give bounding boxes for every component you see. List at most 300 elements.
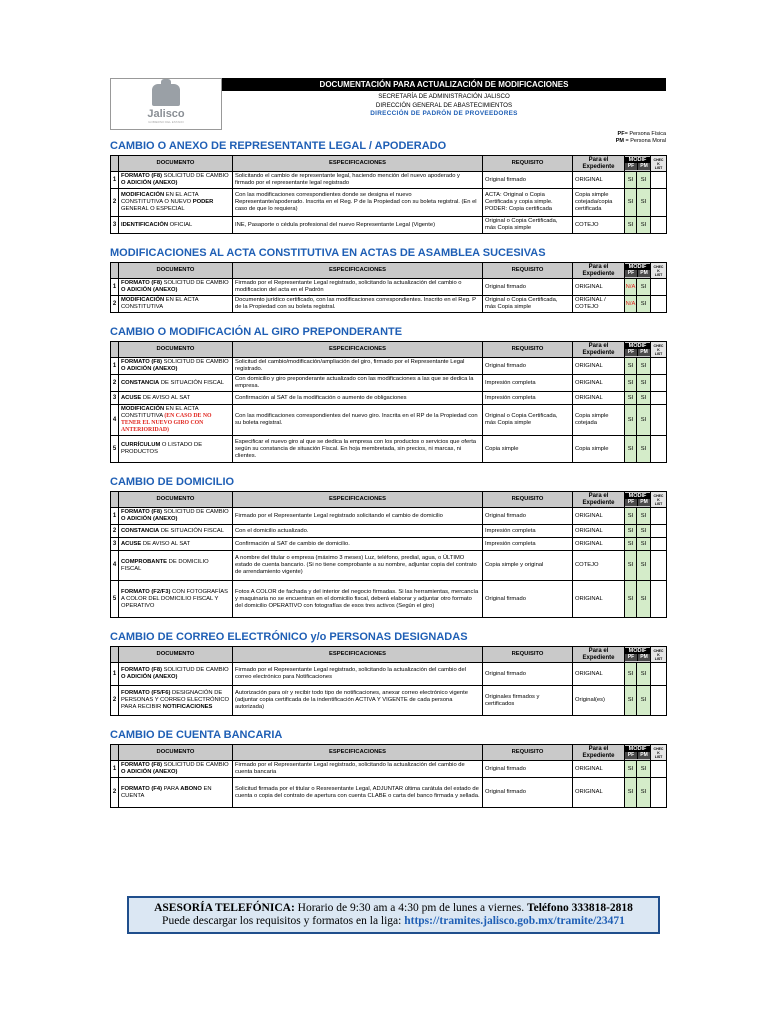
pm-cell: SI xyxy=(637,686,651,716)
requirement-cell: Original firmado xyxy=(483,761,573,778)
table-header-row xyxy=(111,647,667,663)
row-number: 2 xyxy=(111,296,119,313)
doc-name-bold: ACUSE xyxy=(121,394,142,401)
doc-name-bold: FORMATO (F8) xyxy=(121,173,163,179)
requirements-table xyxy=(110,646,667,716)
col-especificaciones: ESPECIFICACIONES xyxy=(233,263,483,279)
advisory-label: ASESORÍA TELEFÓNICA: xyxy=(154,902,295,914)
table-header-row xyxy=(111,745,667,761)
doc-name-text: PARA xyxy=(162,785,181,792)
table-row xyxy=(111,525,667,538)
table-row xyxy=(111,761,667,778)
doc-name-bold: CURRÍCULUM xyxy=(121,442,161,448)
checklist-cell[interactable] xyxy=(651,189,667,217)
checklist-cell[interactable] xyxy=(651,686,667,716)
table-header-row xyxy=(111,492,667,508)
document-title: DOCUMENTACIÓN PARA ACTUALIZACIÓN DE MODIFICACIONES xyxy=(222,78,666,91)
specifications-cell: Con las modificaciones correspondientes del nuevo giro. Inscrita en el RP de la Propiedad con su boleta registral. xyxy=(233,405,483,436)
doc-name-bold: MODIFICACIÓN xyxy=(121,406,165,412)
expediente-cell: ORIGINAL xyxy=(573,279,625,296)
pf-cell: SI xyxy=(625,778,637,808)
table-row xyxy=(111,538,667,551)
requirement-cell: Original firmado xyxy=(483,172,573,189)
document-cell xyxy=(119,189,233,217)
pm-cell: SI xyxy=(637,436,651,463)
col-expediente: Para el Expediente xyxy=(573,263,625,279)
col-documento: DOCUMENTO xyxy=(119,263,233,279)
document-cell xyxy=(119,551,233,581)
col-documento: DOCUMENTO xyxy=(119,745,233,761)
pm-cell: SI xyxy=(637,778,651,808)
requirement-cell: Original firmado xyxy=(483,663,573,686)
document-cell xyxy=(119,761,233,778)
download-line xyxy=(129,915,658,927)
specifications-cell: Fotos A COLOR de fachada y del interior del negocio firmadas. Si las herramientas, mercancía y maquinaria no se encuentran en el domicilio fiscal, deberá elaborar y adjuntar otro formato del domicilio OPERATIVO con fotografías de esos tres activos (Según el giro) xyxy=(233,581,483,618)
document-cell xyxy=(119,663,233,686)
table-row xyxy=(111,405,667,436)
col-modif xyxy=(625,492,651,508)
document-cell xyxy=(119,508,233,525)
specifications-cell: Firmado por el Representante Legal registrado, solicitando la actualización del cambio del correo electrónico para Notificaciones xyxy=(233,663,483,686)
doc-name-text: SOLICITUD DE CAMBIO xyxy=(162,667,229,673)
col-checklist: CHECK LIST xyxy=(651,745,667,761)
row-number: 3 xyxy=(111,538,119,551)
legend-pm-abbr: PM xyxy=(615,138,624,144)
pm-cell: SI xyxy=(637,525,651,538)
section-title: MODIFICACIONES AL ACTA CONSTITUTIVA EN ACTAS DE ASAMBLEA SUCESIVAS xyxy=(110,247,546,259)
doc-name-text: DESIGNACIÓN DE PERSONAS Y CORREO ELECTRÓNICO PARA RECIBIR xyxy=(121,690,230,710)
row-number: 5 xyxy=(111,581,119,618)
expediente-cell: ORIGINAL xyxy=(573,581,625,618)
pf-cell: SI xyxy=(625,525,637,538)
pm-cell: SI xyxy=(637,172,651,189)
document-cell xyxy=(119,392,233,405)
col-requisito: REQUISITO xyxy=(483,342,573,358)
doc-name-bold-2: ABONO xyxy=(180,785,202,792)
pm-cell: SI xyxy=(637,538,651,551)
pm-cell: SI xyxy=(637,581,651,618)
row-number: 3 xyxy=(111,217,119,234)
requirements-table xyxy=(110,491,667,618)
expediente-cell: ORIGINAL xyxy=(573,525,625,538)
specifications-cell: Firmado por el Representante Legal registrado solicitando el cambio de domicilio xyxy=(233,508,483,525)
col-requisito: REQUISITO xyxy=(483,263,573,279)
checklist-cell[interactable] xyxy=(651,551,667,581)
logo-subtext: GOBIERNO DEL ESTADO xyxy=(148,120,184,124)
doc-name-text: EN EL ACTA CONSTITUTIVA xyxy=(121,297,199,310)
section-spacer xyxy=(110,808,666,820)
col-num xyxy=(111,263,119,279)
modif-label: MODIF xyxy=(625,746,650,752)
row-number: 1 xyxy=(111,279,119,296)
doc-name-text: DE SITUACIÓN FISCAL xyxy=(159,379,224,386)
requirements-table xyxy=(110,744,667,808)
table-row xyxy=(111,551,667,581)
pf-cell: SI xyxy=(625,217,637,234)
row-number: 1 xyxy=(111,358,119,375)
specifications-cell: Confirmación al SAT de cambio de domicilio. xyxy=(233,538,483,551)
doc-name-text: SOLICITUD DE CAMBIO xyxy=(162,280,229,286)
pm-cell: SI xyxy=(637,358,651,375)
doc-name-bold: FORMATO (F4) xyxy=(121,785,163,792)
expediente-cell: ORIGINAL xyxy=(573,663,625,686)
doc-name-bold: FORMATO (F8) xyxy=(121,762,163,768)
specifications-cell: Documento jurídico certificado, con las modificaciones correspondientes. Inscrito en el Reg. P de la Propiedad con su boleta registral. xyxy=(233,296,483,313)
checklist-cell[interactable] xyxy=(651,525,667,538)
requirement-cell: Original firmado xyxy=(483,581,573,618)
secretaria-line: SECRETARÍA DE ADMINISTRACIÓN JALISCO xyxy=(378,93,510,100)
pm-cell: SI xyxy=(637,508,651,525)
doc-name-text: EN EL ACTA CONSTITUTIVA O NUEVO xyxy=(121,192,199,205)
direccion-general-line: DIRECCIÓN GENERAL DE ABASTECIMIENTOS xyxy=(375,102,513,109)
specifications-cell: A nombre del titular o empresa (máximo 3 meses) Luz, teléfono, predial, agua, o ÚLTIMO estado de cuenta bancario. (Si no tiene comprobante a su nombre, adjuntar copia del contrato de arrendamiento vigente) xyxy=(233,551,483,581)
table-row xyxy=(111,358,667,375)
table-row xyxy=(111,217,667,234)
document-cell xyxy=(119,436,233,463)
expediente-cell: Original(es) xyxy=(573,686,625,716)
expediente-cell: COTEJO xyxy=(573,217,625,234)
col-modif xyxy=(625,647,651,663)
checklist-cell[interactable] xyxy=(651,217,667,234)
col-checklist: CHECK LIST xyxy=(651,342,667,358)
row-number: 5 xyxy=(111,436,119,463)
requirement-cell: Original firmado xyxy=(483,778,573,808)
phone-advisory-line xyxy=(129,902,658,914)
col-num xyxy=(111,745,119,761)
col-pf: PF xyxy=(625,270,637,277)
doc-name-bold: IDENTIFICACIÓN xyxy=(121,221,169,228)
download-text: Puede descargar los requisitos y formatos en la liga: xyxy=(162,915,405,927)
requirement-cell: Original o Copia Certificada, más Copia simple xyxy=(483,217,573,234)
checklist-cell[interactable] xyxy=(651,392,667,405)
pf-cell: SI xyxy=(625,436,637,463)
doc-note-red: (EN CASO DE NO TENER EL NUEVO GIRO CON ANTERIORIDAD) xyxy=(121,413,212,433)
doc-name-bold: FORMATO (F2/F3) xyxy=(121,588,171,595)
pf-cell: SI xyxy=(625,358,637,375)
row-number: 2 xyxy=(111,525,119,538)
checklist-cell[interactable] xyxy=(651,508,667,525)
expediente-cell: Copia simple xyxy=(573,436,625,463)
requirement-cell: Original o Copia Certificada, más Copia simple xyxy=(483,405,573,436)
modif-label: MODIF xyxy=(625,493,650,499)
section-title: CAMBIO DE CUENTA BANCARIA xyxy=(110,729,283,741)
expediente-cell: ORIGINAL xyxy=(573,172,625,189)
col-expediente: Para el Expediente xyxy=(573,745,625,761)
section-spacer xyxy=(110,716,666,728)
table-row xyxy=(111,436,667,463)
doc-name-text: SOLICITUD DE CAMBIO xyxy=(162,359,229,365)
pm-cell: SI xyxy=(637,375,651,392)
doc-name-bold-2: PODER xyxy=(192,199,214,205)
col-documento: DOCUMENTO xyxy=(119,647,233,663)
expediente-cell: ORIGINAL xyxy=(573,778,625,808)
document-cell xyxy=(119,405,233,436)
doc-name-bold: COMPROBANTE xyxy=(121,558,168,565)
legend-pm-text: = Persona Moral xyxy=(625,138,666,144)
checklist-cell[interactable] xyxy=(651,358,667,375)
section-title: CAMBIO O ANEXO DE REPRESENTANTE LEGAL / APODERADO xyxy=(110,140,447,152)
document-cell xyxy=(119,375,233,392)
contact-footer xyxy=(127,896,660,934)
specifications-cell: Con domicilio y giro preponderante actualizado con las modificaciones a las que se dedica la empresa. xyxy=(233,375,483,392)
col-checklist: CHECK LIST xyxy=(651,492,667,508)
table-row xyxy=(111,508,667,525)
col-especificaciones: ESPECIFICACIONES xyxy=(233,647,483,663)
specifications-cell: Con el domicilio actualizado. xyxy=(233,525,483,538)
row-number: 4 xyxy=(111,405,119,436)
row-number: 3 xyxy=(111,392,119,405)
pm-cell: SI xyxy=(637,663,651,686)
expediente-cell: ORIGINAL / COTEJO xyxy=(573,296,625,313)
checklist-cell[interactable] xyxy=(651,296,667,313)
doc-name-text: SOLICITUD DE CAMBIO xyxy=(162,762,229,768)
direccion-padron-line: DIRECCIÓN DE PADRÓN DE PROVEEDORES xyxy=(370,110,518,117)
modif-label: MODIF xyxy=(625,264,650,270)
col-expediente: Para el Expediente xyxy=(573,492,625,508)
section-title: CAMBIO O MODIFICACIÓN AL GIRO PREPONDERANTE xyxy=(110,326,403,338)
col-documento: DOCUMENTO xyxy=(119,342,233,358)
col-pm: PM xyxy=(637,654,650,661)
pf-cell: SI xyxy=(625,551,637,581)
legend-pf-text: = Persona Física xyxy=(624,131,666,137)
doc-name-bold: FORMATO (F5/F6) xyxy=(121,690,171,696)
modif-label: MODIF xyxy=(625,343,650,349)
checklist-cell[interactable] xyxy=(651,279,667,296)
document-cell xyxy=(119,581,233,618)
table-row xyxy=(111,778,667,808)
expediente-cell: ORIGINAL xyxy=(573,761,625,778)
pf-cell: N/A xyxy=(625,296,637,313)
specifications-cell: Solicitud firmada por el titular o Resresentante Legal, ADJUNTAR última carátula del estado de cuenta o copia del contrato de apertura con cuenta CLABE o carta del banco firmada y sellada. xyxy=(233,778,483,808)
pm-cell: SI xyxy=(637,189,651,217)
table-row xyxy=(111,296,667,313)
requirement-cell: Original firmado xyxy=(483,279,573,296)
requirements-table xyxy=(110,155,667,234)
col-pm: PM xyxy=(637,499,650,506)
table-header-row xyxy=(111,156,667,172)
col-modif xyxy=(625,263,651,279)
expediente-cell: ORIGINAL xyxy=(573,508,625,525)
table-row xyxy=(111,189,667,217)
doc-name-bold: FORMATO (F8) xyxy=(121,280,163,286)
row-number: 2 xyxy=(111,189,119,217)
expediente-cell: Copia simple cotejada xyxy=(573,405,625,436)
doc-name-bold-2: O ADICIÓN (ANEXO) xyxy=(121,180,178,186)
legend-pf xyxy=(110,130,666,139)
col-checklist: CHECK LIST xyxy=(651,647,667,663)
doc-name-text: OFICIAL xyxy=(168,221,193,228)
pf-cell: SI xyxy=(625,189,637,217)
document-cell xyxy=(119,525,233,538)
col-requisito: REQUISITO xyxy=(483,492,573,508)
col-num xyxy=(111,492,119,508)
pm-cell: SI xyxy=(637,551,651,581)
row-number: 4 xyxy=(111,551,119,581)
table-row xyxy=(111,375,667,392)
doc-name-bold-2: NOTIFICACIONES xyxy=(162,704,213,710)
document-cell xyxy=(119,296,233,313)
pf-cell: SI xyxy=(625,392,637,405)
doc-name-bold-2: O ADICIÓN (ANEXO) xyxy=(121,674,178,680)
col-pm: PM xyxy=(637,270,650,277)
doc-name-text: DE DOMICILIO FISCAL xyxy=(121,558,209,572)
checklist-cell[interactable] xyxy=(651,405,667,436)
expediente-cell: ORIGINAL xyxy=(573,375,625,392)
doc-name-text: O LISTADO DE PRODUCTOS xyxy=(121,442,203,455)
section-title: CAMBIO DE DOMICILIO xyxy=(110,476,235,488)
doc-name-bold: FORMATO (F8) xyxy=(121,667,163,673)
doc-name-bold-2: O ADICIÓN (ANEXO) xyxy=(121,516,178,522)
section-spacer xyxy=(110,463,666,475)
table-row xyxy=(111,392,667,405)
col-documento: DOCUMENTO xyxy=(119,492,233,508)
col-checklist: CHECK LIST xyxy=(651,263,667,279)
doc-name-bold: ACUSE xyxy=(121,540,142,547)
col-requisito: REQUISITO xyxy=(483,647,573,663)
col-pm: PM xyxy=(637,163,650,170)
table-row xyxy=(111,279,667,296)
document-cell xyxy=(119,279,233,296)
doc-name-text-2: EN CUENTA xyxy=(121,785,212,799)
requirement-cell: Impresión completa xyxy=(483,375,573,392)
col-modif xyxy=(625,342,651,358)
table-row xyxy=(111,663,667,686)
document-page xyxy=(110,78,666,820)
pf-cell: SI xyxy=(625,375,637,392)
pf-cell: SI xyxy=(625,686,637,716)
pf-cell: SI xyxy=(625,538,637,551)
requirement-cell: Original firmado xyxy=(483,508,573,525)
col-pf: PF xyxy=(625,752,637,759)
col-modif xyxy=(625,156,651,172)
col-num xyxy=(111,647,119,663)
row-number: 2 xyxy=(111,778,119,808)
col-pm: PM xyxy=(637,349,650,356)
modif-label: MODIF xyxy=(625,648,650,654)
jalisco-logo xyxy=(110,78,222,130)
expediente-cell: ORIGINAL xyxy=(573,392,625,405)
section-spacer xyxy=(110,313,666,325)
pm-cell: SI xyxy=(637,279,651,296)
col-especificaciones: ESPECIFICACIONES xyxy=(233,342,483,358)
col-modif xyxy=(625,745,651,761)
section-spacer xyxy=(110,234,666,246)
header-titles xyxy=(222,78,666,130)
checklist-cell[interactable] xyxy=(651,663,667,686)
requirement-cell: Impresión completa xyxy=(483,392,573,405)
sections-container xyxy=(110,139,666,820)
doc-name-bold-2: O ADICIÓN (ANEXO) xyxy=(121,769,178,775)
table-header-row xyxy=(111,342,667,358)
document-cell xyxy=(119,538,233,551)
requirements-table xyxy=(110,341,667,463)
pm-cell: SI xyxy=(637,296,651,313)
pf-cell: SI xyxy=(625,581,637,618)
col-especificaciones: ESPECIFICACIONES xyxy=(233,492,483,508)
requirement-cell: Originales firmados y certificados xyxy=(483,686,573,716)
row-number: 2 xyxy=(111,375,119,392)
doc-name-text: DE AVISO AL SAT xyxy=(141,394,191,401)
document-cell xyxy=(119,778,233,808)
pf-cell: SI xyxy=(625,172,637,189)
col-checklist: CHECK LIST xyxy=(651,156,667,172)
doc-name-text: CON FOTOGRAFÍAS A COLOR DEL DOMICILIO FISCAL Y OPERATIVO xyxy=(121,588,228,609)
checklist-cell[interactable] xyxy=(651,581,667,618)
pm-cell: SI xyxy=(637,392,651,405)
legend-pf-abbr: PF xyxy=(617,131,625,137)
doc-name-bold: MODIFICACIÓN xyxy=(121,297,165,303)
row-number: 2 xyxy=(111,686,119,716)
requirement-cell: Copia simple y original xyxy=(483,551,573,581)
pf-cell: SI xyxy=(625,761,637,778)
expediente-cell: ORIGINAL xyxy=(573,538,625,551)
expediente-cell: COTEJO xyxy=(573,551,625,581)
expediente-cell: ORIGINAL xyxy=(573,358,625,375)
col-pf: PF xyxy=(625,349,637,356)
doc-name-bold-2: O ADICIÓN (ANEXO) xyxy=(121,287,178,293)
col-expediente: Para el Expediente xyxy=(573,647,625,663)
requirement-cell: Copia simple xyxy=(483,436,573,463)
crest-icon xyxy=(152,84,180,106)
doc-name-text: EN EL ACTA CONSTITUTIVA xyxy=(121,406,199,419)
pm-cell: SI xyxy=(637,217,651,234)
pf-cell: SI xyxy=(625,508,637,525)
doc-name-text: SOLICITUD DE CAMBIO xyxy=(162,173,229,179)
expediente-cell: Copia simple cotejada/copia certificada xyxy=(573,189,625,217)
document-cell xyxy=(119,172,233,189)
checklist-cell[interactable] xyxy=(651,761,667,778)
col-pf: PF xyxy=(625,654,637,661)
doc-name-bold: CONSTANCIA xyxy=(121,379,160,386)
doc-name-text: DE AVISO AL SAT xyxy=(141,540,191,547)
table-header-row xyxy=(111,263,667,279)
specifications-cell: Solicitud del cambio/modificación/ampliación del giro, firmado por el Representante Legal registrado. xyxy=(233,358,483,375)
pf-cell: N/A xyxy=(625,279,637,296)
section-title: CAMBIO DE CORREO ELECTRÓNICO y/o PERSONAS DESIGNADAS xyxy=(110,631,468,643)
checklist-cell[interactable] xyxy=(651,375,667,392)
pm-cell: SI xyxy=(637,405,651,436)
col-pm: PM xyxy=(637,752,650,759)
modif-label: MODIF xyxy=(625,157,650,163)
col-num xyxy=(111,342,119,358)
row-number: 1 xyxy=(111,761,119,778)
specifications-cell: Confirmación al SAT de la modificación o aumento de obligaciones xyxy=(233,392,483,405)
specifications-cell: Especificar el nuevo giro al que se dedica la empresa con los productos o servicios que oferta según su constancia de situación Fiscal. En hoja membretada, sin precios, ni marcas, ni clientes. xyxy=(233,436,483,463)
requirement-cell: Impresión completa xyxy=(483,538,573,551)
checklist-cell[interactable] xyxy=(651,538,667,551)
doc-name-bold: FORMATO (F8) xyxy=(121,359,163,365)
document-header xyxy=(110,78,666,130)
col-expediente: Para el Expediente xyxy=(573,156,625,172)
row-number: 1 xyxy=(111,508,119,525)
col-pf: PF xyxy=(625,163,637,170)
doc-name-text: DE SITUACIÓN FISCAL xyxy=(159,527,224,534)
tramite-link[interactable]: https://tramites.jalisco.gob.mx/tramite/23471 xyxy=(404,915,625,927)
doc-name-bold-2: O ADICIÓN (ANEXO) xyxy=(121,366,178,372)
section-spacer xyxy=(110,618,666,630)
requirements-table xyxy=(110,262,667,313)
col-expediente: Para el Expediente xyxy=(573,342,625,358)
table-row xyxy=(111,686,667,716)
checklist-cell[interactable] xyxy=(651,778,667,808)
table-row xyxy=(111,581,667,618)
checklist-cell[interactable] xyxy=(651,436,667,463)
requirement-cell: Original firmado xyxy=(483,358,573,375)
table-row xyxy=(111,172,667,189)
requirement-cell: Original o Copia Certificada, más Copia simple xyxy=(483,296,573,313)
specifications-cell: Solicitando el cambio de representante legal, haciendo mención del nuevo apoderado y firmado por el representante legal registrado xyxy=(233,172,483,189)
checklist-cell[interactable] xyxy=(651,172,667,189)
